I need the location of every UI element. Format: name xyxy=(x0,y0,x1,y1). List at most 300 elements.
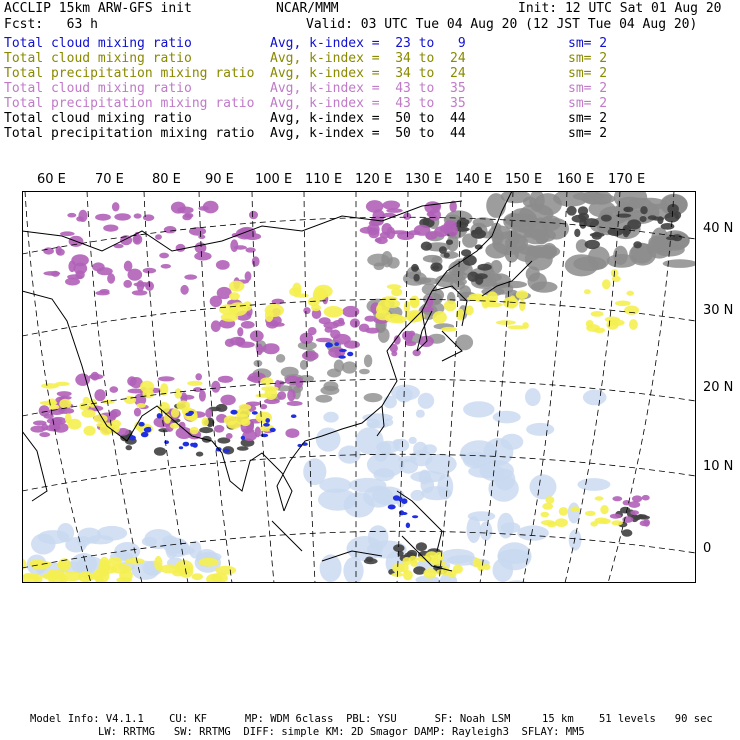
cloud-patch xyxy=(180,285,188,295)
cloud-patch xyxy=(501,434,524,450)
cloud-patch xyxy=(247,376,260,382)
weather-map xyxy=(22,191,696,583)
cloud-patch xyxy=(211,320,221,332)
cloud-patch xyxy=(110,420,121,428)
cloud-patch xyxy=(633,198,667,210)
cloud-patch xyxy=(142,537,157,547)
cloud-patch xyxy=(601,215,612,222)
cloud-patch xyxy=(541,512,550,518)
cloud-patch xyxy=(143,214,154,221)
cloud-patch xyxy=(567,206,577,216)
cloud-patch xyxy=(525,388,541,406)
cloud-patch xyxy=(526,423,554,436)
cloud-patch xyxy=(595,496,604,500)
legend-field-1: Total cloud mixing ratio xyxy=(4,51,192,66)
cloud-patch xyxy=(381,251,392,267)
lon-label: 150 E xyxy=(505,172,543,187)
cloud-patch xyxy=(143,389,154,398)
legend-field-2: Total precipitation mixing ratio xyxy=(4,66,255,81)
cloud-patch xyxy=(154,447,166,456)
cloud-patch xyxy=(633,515,641,520)
cloud-patch xyxy=(81,409,95,417)
cloud-patch xyxy=(57,561,68,568)
cloud-patch xyxy=(55,382,70,386)
lon-label: 130 E xyxy=(405,172,443,187)
cloud-patch xyxy=(610,514,622,519)
cloud-patch xyxy=(501,522,521,533)
cloud-patch xyxy=(230,239,238,252)
cloud-patch xyxy=(486,193,506,218)
legend-avg-6: Avg, k-index = 50 to 44 xyxy=(270,126,466,141)
cloud-patch xyxy=(508,230,519,246)
cloud-patch xyxy=(60,231,75,236)
cloud-patch xyxy=(252,256,260,266)
cloud-patch xyxy=(632,495,642,502)
cloud-patch xyxy=(528,222,549,241)
cloud-patch xyxy=(386,208,402,213)
cloud-patch xyxy=(376,305,382,314)
cloud-patch xyxy=(402,331,413,341)
cloud-patch xyxy=(367,419,380,429)
cloud-patch xyxy=(434,226,448,237)
cloud-patch xyxy=(586,320,594,328)
cloud-patch xyxy=(158,376,175,381)
legend-avg-3: Avg, k-index = 43 to 35 xyxy=(270,81,466,96)
cloud-patch xyxy=(252,411,258,415)
cloud-patch xyxy=(469,294,484,300)
cloud-patch xyxy=(465,305,474,315)
cloud-patch xyxy=(226,433,233,439)
cloud-patch xyxy=(184,274,197,279)
legend-sm-0: sm= 2 xyxy=(568,36,608,51)
cloud-patch xyxy=(437,474,453,500)
legend-field-0: Total cloud mixing ratio xyxy=(4,36,192,51)
cloud-patch xyxy=(421,477,435,493)
cloud-patch xyxy=(468,465,505,479)
legend-field-5: Total cloud mixing ratio xyxy=(4,111,192,126)
cloud-patch xyxy=(334,342,339,346)
cloud-patch xyxy=(126,445,133,450)
cloud-patch xyxy=(503,213,524,230)
cloud-patch xyxy=(199,427,213,433)
cloud-patch xyxy=(276,354,285,363)
cloud-patch xyxy=(111,564,132,574)
cloud-patch xyxy=(47,569,56,583)
cloud-patch xyxy=(99,289,109,293)
cloud-patch xyxy=(56,246,62,255)
lon-label: 110 E xyxy=(305,172,343,187)
cloud-patch xyxy=(308,297,320,306)
init-time: Init: 12 UTC Sat 01 Aug 20 xyxy=(518,1,722,16)
cloud-patch xyxy=(585,511,596,516)
cloud-patch xyxy=(196,452,203,457)
cloud-patch xyxy=(123,280,132,288)
model-info-line1: Model Info: V4.1.1 CU: KF MP: WDM 6class PBL: YSU SF: Noah LSM 15 km 51 levels 90 sec xyxy=(30,713,713,725)
cloud-patch xyxy=(471,229,486,239)
cloud-patch xyxy=(75,374,90,386)
legend-field-6: Total precipitation mixing ratio xyxy=(4,126,255,141)
cloud-patch xyxy=(473,558,481,568)
cloud-patch xyxy=(570,506,580,512)
cloud-patch xyxy=(624,207,631,212)
cloud-patch xyxy=(229,281,245,292)
cloud-patch xyxy=(412,266,419,270)
cloud-patch xyxy=(453,564,463,573)
cloud-patch xyxy=(97,267,113,275)
cloud-patch xyxy=(555,518,568,527)
cloud-patch xyxy=(227,421,241,429)
lon-label: 160 E xyxy=(557,172,595,187)
cloud-patch xyxy=(230,410,237,415)
cloud-patch xyxy=(383,201,401,210)
cloud-patch xyxy=(241,321,255,329)
cloud-patch xyxy=(530,474,557,499)
cloud-patch xyxy=(30,426,45,433)
cloud-patch xyxy=(218,376,233,383)
cloud-patch xyxy=(137,403,146,408)
lon-label: 100 E xyxy=(255,172,293,187)
cloud-patch xyxy=(633,241,642,248)
cloud-patch xyxy=(418,393,434,409)
cloud-patch xyxy=(71,254,89,266)
cloud-patch xyxy=(338,355,345,358)
cloud-patch xyxy=(408,230,421,235)
cloud-patch xyxy=(460,440,498,467)
cloud-patch xyxy=(516,290,528,299)
cloud-patch xyxy=(463,401,494,417)
legend-sm-6: sm= 2 xyxy=(568,126,608,141)
cloud-patch xyxy=(365,328,380,334)
cloud-patch xyxy=(491,223,501,231)
cloud-patch xyxy=(137,280,145,291)
cloud-patch xyxy=(602,279,611,289)
cloud-patch xyxy=(220,395,235,406)
cloud-patch xyxy=(545,496,554,503)
cloud-patch xyxy=(302,351,319,361)
cloud-patch xyxy=(114,213,131,220)
cloud-patch xyxy=(364,355,372,368)
cloud-patch xyxy=(164,226,177,233)
cloud-patch xyxy=(666,236,678,240)
cloud-patch xyxy=(493,411,521,424)
cloud-patch xyxy=(164,440,169,444)
cloud-patch xyxy=(78,210,87,222)
lon-label: 120 E xyxy=(355,172,393,187)
cloud-patch xyxy=(446,239,453,245)
cloud-patch xyxy=(241,419,251,426)
cloud-patch xyxy=(192,573,203,580)
legend-sm-2: sm= 2 xyxy=(568,66,608,81)
cloud-patch xyxy=(403,213,411,220)
cloud-patch xyxy=(103,225,118,232)
cloud-patch xyxy=(640,216,647,222)
cloud-patch xyxy=(255,427,261,438)
cloud-patch xyxy=(225,339,235,347)
cloud-patch xyxy=(323,322,338,329)
legend-sm-4: sm= 2 xyxy=(568,96,608,111)
cloud-patch xyxy=(590,233,605,238)
cloud-patch xyxy=(585,240,600,249)
cloud-patch xyxy=(416,410,425,418)
cloud-patch xyxy=(559,507,568,516)
cloud-patch xyxy=(189,541,202,559)
cloud-patch xyxy=(265,418,270,423)
cloud-patch xyxy=(87,535,113,544)
cloud-patch xyxy=(583,390,607,406)
cloud-patch xyxy=(219,304,238,315)
cloud-patch xyxy=(531,282,558,293)
cloud-patch xyxy=(433,311,447,324)
cloud-patch xyxy=(241,436,245,440)
lat-label: 20 N xyxy=(703,380,734,395)
cloud-patch xyxy=(179,446,183,449)
cloud-patch xyxy=(384,300,400,309)
cloud-patch xyxy=(642,495,650,501)
cloud-patch xyxy=(413,274,419,282)
cloud-patch xyxy=(542,503,553,510)
cloud-patch xyxy=(359,369,370,375)
cloud-patch xyxy=(146,427,151,430)
cloud-patch xyxy=(514,244,540,262)
cloud-patch xyxy=(190,427,199,435)
cloud-patch xyxy=(342,361,357,373)
cloud-patch xyxy=(287,401,303,406)
cloud-patch xyxy=(109,411,118,420)
cloud-patch xyxy=(493,558,514,582)
cloud-patch xyxy=(176,244,186,252)
cloud-patch xyxy=(647,237,672,258)
cloud-patch xyxy=(195,373,202,380)
cloud-patch xyxy=(573,256,606,271)
cloud-patch xyxy=(326,343,333,348)
cloud-patch xyxy=(534,193,562,215)
cloud-patch xyxy=(205,408,212,418)
cloud-patch xyxy=(468,511,496,521)
cloud-patch xyxy=(374,451,387,462)
cloud-patch xyxy=(272,322,285,326)
cloud-patch xyxy=(295,377,303,388)
cloud-patch xyxy=(294,293,309,297)
cloud-patch xyxy=(263,343,280,354)
cloud-patch xyxy=(235,337,245,346)
cloud-patch xyxy=(303,458,326,485)
cloud-patch xyxy=(450,280,465,290)
cloud-patch xyxy=(439,246,447,254)
lon-label: 170 E xyxy=(608,172,646,187)
lon-label: 80 E xyxy=(152,172,181,187)
valid-time: Valid: 03 UTC Tue 04 Aug 20 (12 JST Tue 04 Aug 20) xyxy=(306,17,698,32)
cloud-patch xyxy=(242,429,255,433)
legend-sm-1: sm= 2 xyxy=(568,51,608,66)
cloud-patch xyxy=(125,558,144,564)
cloud-patch xyxy=(187,381,202,386)
lat-label: 0 xyxy=(703,541,712,556)
cloud-patch xyxy=(139,422,145,427)
cloud-patch xyxy=(630,510,639,515)
cloud-patch xyxy=(33,574,43,583)
cloud-patch xyxy=(211,573,228,583)
cloud-patch xyxy=(229,292,240,300)
cloud-patch xyxy=(542,243,557,259)
cloud-patch xyxy=(411,490,425,501)
cloud-patch xyxy=(373,468,394,481)
cloud-patch xyxy=(263,423,270,427)
cloud-patch xyxy=(387,284,401,289)
cloud-patch xyxy=(199,558,219,567)
cloud-patch xyxy=(154,556,162,571)
cloud-patch xyxy=(626,291,634,296)
cloud-patch xyxy=(457,219,469,226)
cloud-patch xyxy=(285,428,299,438)
cloud-patch xyxy=(202,417,209,426)
cloud-patch xyxy=(591,311,604,317)
legend-avg-1: Avg, k-index = 34 to 24 xyxy=(270,51,466,66)
cloud-patch xyxy=(171,202,186,214)
cloud-patch xyxy=(406,523,410,529)
cloud-patch xyxy=(216,404,228,412)
cloud-patch xyxy=(143,268,156,274)
model-title: ACCLIP 15km ARW-GFS init xyxy=(4,1,192,16)
cloud-patch xyxy=(364,393,383,402)
cloud-patch xyxy=(128,269,143,281)
cloud-patch xyxy=(141,432,149,437)
cloud-patch xyxy=(612,496,622,501)
cloud-patch xyxy=(338,446,361,464)
cloud-patch xyxy=(661,223,675,230)
legend-avg-0: Avg, k-index = 23 to 9 xyxy=(270,36,466,51)
cloud-patch xyxy=(674,211,681,219)
cloud-patch xyxy=(33,421,47,426)
cloud-patch xyxy=(440,549,474,564)
cloud-patch xyxy=(291,414,297,418)
cloud-patch xyxy=(320,386,339,395)
legend-avg-2: Avg, k-index = 34 to 24 xyxy=(270,66,466,81)
cloud-patch xyxy=(84,426,96,436)
cloud-patch xyxy=(640,520,650,526)
lat-label: 10 N xyxy=(703,459,734,474)
legend-field-3: Total cloud mixing ratio xyxy=(4,81,192,96)
cloud-patch xyxy=(57,391,72,396)
legend-field-4: Total precipitation mixing ratio xyxy=(4,96,255,111)
cloud-patch xyxy=(89,374,103,380)
cloud-patch xyxy=(194,252,211,261)
cloud-patch xyxy=(652,217,664,221)
cloud-patch xyxy=(323,412,338,423)
cloud-patch xyxy=(410,450,433,466)
cloud-patch xyxy=(214,425,224,433)
cloud-patch xyxy=(624,306,639,315)
cloud-patch xyxy=(159,253,169,259)
cloud-patch xyxy=(124,396,136,404)
cloud-patch xyxy=(609,320,625,326)
cloud-patch xyxy=(134,213,142,218)
cloud-patch xyxy=(398,497,403,502)
cloud-patch xyxy=(640,206,647,214)
cloud-patch xyxy=(404,301,410,313)
cloud-patch xyxy=(100,557,109,569)
cloud-patch xyxy=(467,272,478,282)
legend-avg-4: Avg, k-index = 43 to 35 xyxy=(270,96,466,111)
cloud-patch xyxy=(409,437,417,444)
cloud-patch xyxy=(265,388,278,400)
lon-label: 90 E xyxy=(205,172,234,187)
cloud-patch xyxy=(324,306,344,318)
cloud-patch xyxy=(243,301,252,311)
cloud-patch xyxy=(383,396,397,409)
cloud-patch xyxy=(484,564,491,570)
lon-label: 140 E xyxy=(455,172,493,187)
lon-label: 60 E xyxy=(37,172,66,187)
cloud-patch xyxy=(195,242,207,253)
cloud-patch xyxy=(270,428,276,432)
cloud-patch xyxy=(600,505,608,514)
cloud-patch xyxy=(417,278,440,285)
cloud-patch xyxy=(394,439,410,452)
cloud-patch xyxy=(428,209,441,221)
cloud-patch xyxy=(480,521,493,540)
cloud-patch xyxy=(350,318,360,327)
cloud-patch xyxy=(174,388,182,398)
cloud-patch xyxy=(583,191,603,205)
cloud-patch xyxy=(496,320,516,325)
cloud-patch xyxy=(517,525,549,540)
cloud-patch xyxy=(623,227,630,238)
model-info-line2: LW: RRTMG SW: RRTMG DIFF: simple KM: 2D Smagor DAMP: Rayleigh3 SFLAY: MM5 xyxy=(98,726,585,738)
cloud-patch xyxy=(477,264,491,271)
cloud-patch xyxy=(237,327,243,336)
cloud-patch xyxy=(463,255,477,266)
cloud-patch xyxy=(523,197,537,208)
cloud-patch xyxy=(611,520,623,525)
cloud-patch xyxy=(364,558,378,564)
cloud-patch xyxy=(59,399,71,409)
cloud-patch xyxy=(423,568,436,578)
cloud-patch xyxy=(339,349,347,352)
cloud-patch xyxy=(260,434,268,438)
cloud-patch xyxy=(519,300,526,312)
cloud-patch xyxy=(342,306,359,317)
cloud-patch xyxy=(629,319,638,330)
cloud-patch xyxy=(368,525,389,549)
cloud-patch xyxy=(216,260,230,270)
cloud-patch xyxy=(615,301,631,307)
cloud-patch xyxy=(569,529,582,550)
cloud-patch xyxy=(347,352,353,357)
legend-avg-5: Avg, k-index = 50 to 44 xyxy=(270,111,466,126)
cloud-patch xyxy=(526,266,540,281)
cloud-patch xyxy=(444,300,457,311)
cloud-patch xyxy=(38,530,70,544)
cloud-patch xyxy=(547,521,557,527)
cloud-patch xyxy=(112,202,120,211)
cloud-patch xyxy=(51,271,59,277)
cloud-patch xyxy=(67,213,76,218)
cloud-patch xyxy=(574,229,580,237)
cloud-patch xyxy=(441,327,457,332)
cloud-patch xyxy=(171,408,179,418)
cloud-patch xyxy=(67,274,83,279)
cloud-patch xyxy=(316,395,333,403)
legend-sm-5: sm= 2 xyxy=(568,111,608,126)
cloud-patch xyxy=(343,557,363,583)
cloud-patch xyxy=(409,556,418,564)
cloud-patch xyxy=(155,234,162,240)
cloud-patch xyxy=(127,376,136,386)
cloud-patch xyxy=(577,478,610,491)
lon-label: 70 E xyxy=(95,172,124,187)
cloud-patch xyxy=(303,307,310,314)
cloud-patch xyxy=(192,443,197,448)
